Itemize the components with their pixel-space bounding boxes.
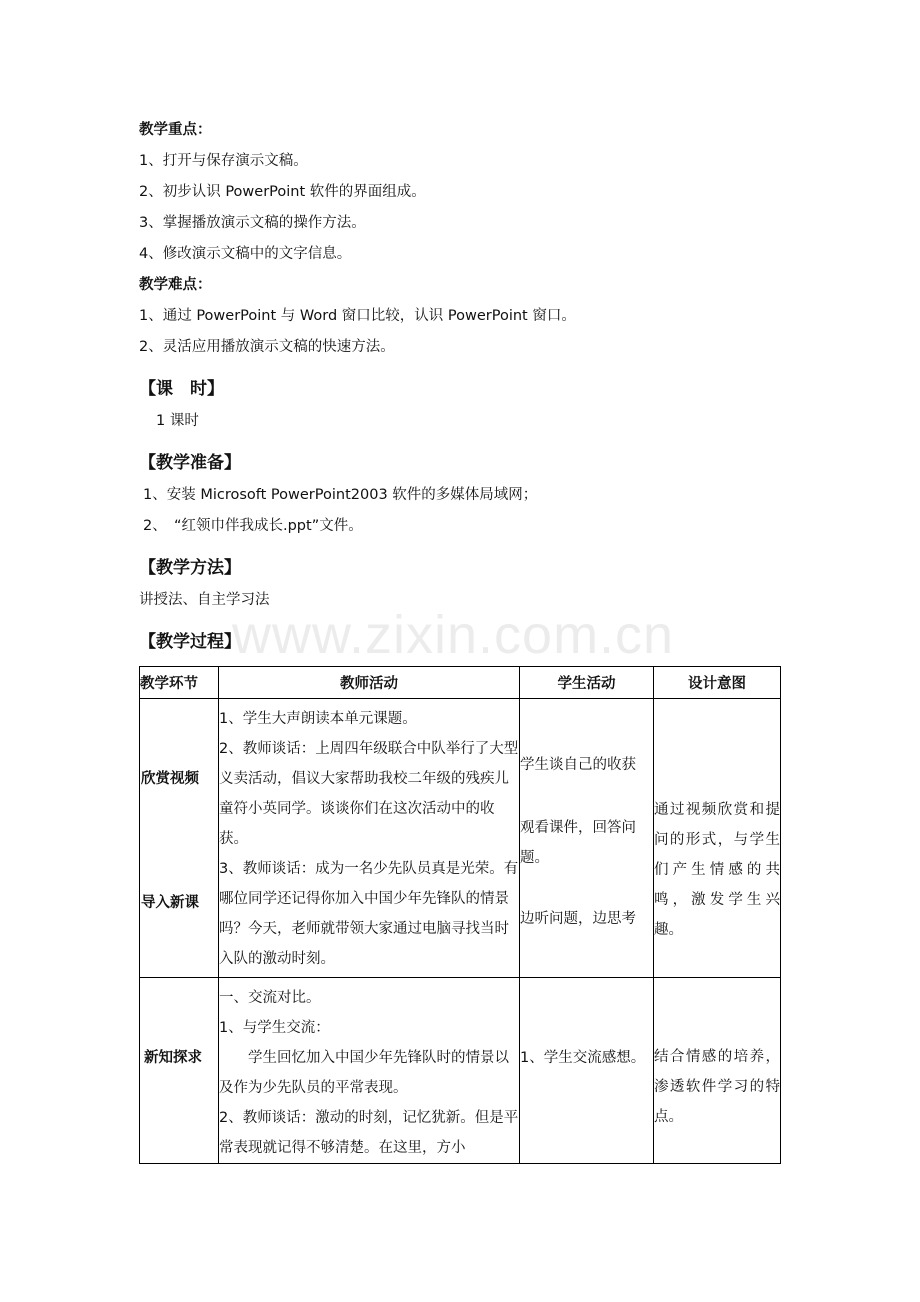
- watermark: www.zixin.com.cn: [232, 605, 675, 665]
- student-activity-cell: [520, 978, 654, 1164]
- student-activity-text: 1、学生交流感想。: [520, 1050, 646, 1066]
- column-header: 教师活动: [219, 667, 520, 699]
- teacher-activity-text: 一、交流对比。: [219, 990, 321, 1006]
- key-point-item: 2、初步认识 PowerPoint 软件的界面组成。: [139, 184, 426, 200]
- stage-cell: [140, 699, 219, 978]
- student-activity-cell: [520, 699, 654, 978]
- key-points-heading: 教学重点：: [139, 122, 212, 138]
- preparation-item: 1、安装 Microsoft PowerPoint2003 软件的多媒体局域网；: [143, 487, 538, 503]
- teacher-activity-text: 3、教师谈话：成为一名少先队员真是光荣。有哪位同学还记得你加入中国少年先锋队的情景吗？今天，老师就带领大家通过电脑寻找当时入队的激动时刻。: [219, 861, 519, 967]
- design-intent-cell: [654, 978, 781, 1164]
- teacher-activity-text: 1、学生大声朗读本单元课题。: [219, 711, 417, 727]
- stage-cell: [140, 978, 219, 1164]
- process-heading: 【教学过程】: [139, 632, 241, 652]
- teacher-activity-text: 2、教师谈话：激动的时刻，记忆犹新。但是平常表现就记得不够清楚。在这里，方小: [219, 1110, 519, 1156]
- difficulty-item: 2、灵活应用播放演示文稿的快速方法。: [139, 339, 395, 355]
- design-intent-cell: [654, 699, 781, 978]
- teacher-activity-text: 学生回忆加入中国少年先锋队时的情景以及作为少先队员的平常表现。: [219, 1050, 509, 1096]
- difficulty-item: 1、通过 PowerPoint 与 Word 窗口比较，认识 PowerPoint 窗口。: [139, 308, 576, 324]
- difficulties-heading: 教学难点：: [139, 277, 212, 293]
- stage-label: 欣赏视频: [141, 771, 199, 787]
- table-header-row: [140, 667, 781, 699]
- preparation-item: 2、 “红领巾伴我成长.ppt”文件。: [143, 518, 363, 534]
- student-activity-text: 边听问题，边思考: [520, 911, 636, 927]
- class-hours-value: 1 课时: [156, 413, 199, 429]
- design-intent-text: 结合情感的培养，渗透软件学习的特点。: [654, 1049, 780, 1125]
- teacher-activity-cell: [219, 978, 520, 1164]
- class-hours-heading: 【课 时】: [139, 379, 224, 399]
- stage-label: 新知探求: [144, 1050, 202, 1066]
- column-header: 学生活动: [520, 667, 654, 699]
- student-activity-text: 学生谈自己的收获: [520, 757, 636, 773]
- key-point-item: 4、修改演示文稿中的文字信息。: [139, 246, 352, 262]
- methods-heading: 【教学方法】: [139, 558, 241, 578]
- design-intent-text: 通过视频欣赏和提问的形式，与学生们产生情感的共鸣，激发学生兴趣。: [654, 802, 780, 938]
- student-activity-text: 观看课件，回答问题。: [520, 820, 636, 866]
- column-header: 教学环节: [140, 667, 219, 699]
- preparation-heading: 【教学准备】: [139, 453, 241, 473]
- teacher-activity-cell: [219, 699, 520, 978]
- table-row: [140, 978, 781, 1164]
- column-header: 设计意图: [654, 667, 781, 699]
- table-row: [140, 699, 781, 978]
- teaching-process-table: [139, 666, 781, 1164]
- teacher-activity-text: 2、教师谈话：上周四年级联合中队举行了大型义卖活动，倡议大家帮助我校二年级的残疾儿童符小英同学。谈谈你们在这次活动中的收获。: [219, 741, 519, 847]
- key-point-item: 1、打开与保存演示文稿。: [139, 153, 308, 169]
- stage-label: 导入新课: [141, 895, 199, 911]
- teacher-activity-text: 1、与学生交流：: [219, 1020, 330, 1036]
- key-point-item: 3、掌握播放演示文稿的操作方法。: [139, 215, 366, 231]
- methods-value: 讲授法、自主学习法: [139, 592, 270, 608]
